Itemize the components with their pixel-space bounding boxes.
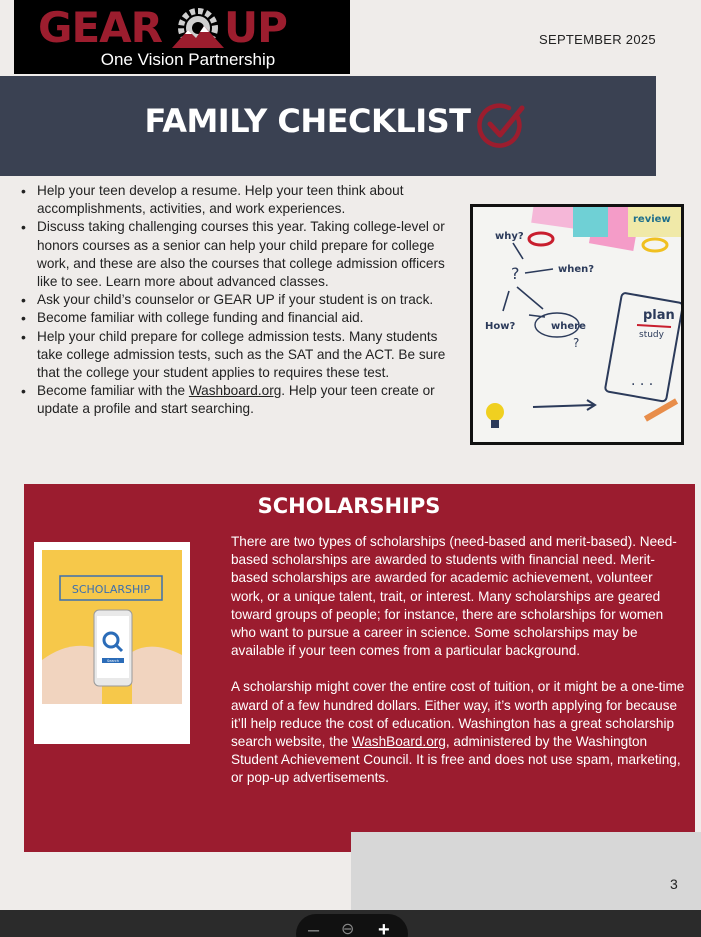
list-item: • Help your child prepare for college admission tests. Many students take college admission tests, such as the SAT and the ACT. Be sure that the college your student applies to requires these test. [20, 328, 460, 383]
zoom-controls [296, 914, 408, 937]
gear-up-logo [14, 0, 350, 74]
photo-label: when? [558, 264, 595, 275]
planning-illustration [473, 207, 681, 442]
page-number: 3 [670, 876, 678, 892]
washboard-link[interactable]: Washboard.org [188, 383, 282, 399]
footer-block [351, 832, 701, 910]
photo-label: why? [495, 231, 524, 242]
list-item: • Discuss taking challenging courses this year. Taking college-level or honors courses as a senior can help your child prepare for college work, and these are also the courses that college admission officers like to see. Learn more about advanced classes. [20, 218, 460, 291]
scholarships-paragraph: There are two types of scholarships (need-based and merit-based). Need-based scholarships are awarded to students with financial need. Merit-based scholarships are awarded for academic achievement, volunteer work, or a unique talent, trait, or interest. Many scholarships are geared toward groups of people; for instance, there are scholarships for women who want to pursue a career in science. Some scholarships may be available if your teen comes from a particular background. [231, 534, 677, 659]
photo-label: study [639, 330, 664, 340]
list-item-text: . Help your teen create or update a profile and start searching. [37, 383, 435, 417]
planning-photo [470, 204, 684, 445]
washboard-link[interactable]: WashBoard.org [351, 734, 446, 750]
scholarships-body [231, 533, 687, 788]
scholarship-image [34, 542, 190, 744]
logo-subtitle: One Vision Partnership [100, 50, 276, 69]
paragraph-text: A scholarship might cover the entire cost of tuition, or it might be a one-time award of a few hundred dollars. Either way, it’s worth applying for because it’ll help reduce the cost of education. Washington has a great scholarship search website, the [231, 679, 685, 750]
list-item: • Become familiar with college funding and financial aid. [20, 309, 460, 327]
scholarship-image-inner [42, 550, 182, 704]
gear-icon [166, 4, 230, 52]
phone-search-label: Search [106, 659, 120, 663]
photo-label: How? [485, 321, 516, 332]
photo-label: review [633, 214, 671, 225]
issue-date: SEPTEMBER 2025 [539, 32, 656, 47]
checklist [20, 182, 460, 419]
banner-title: FAMILY CHECKLIST [144, 102, 471, 140]
photo-label: where [551, 321, 586, 332]
list-item [20, 382, 460, 418]
paragraph-text: , administered by the Washington Student Achievement Council. It is free and does not use spam, marketing, or pop-up advertisements. [231, 734, 681, 786]
list-item: • Help your teen develop a resume. Help your teen think about accomplishments, activities, and work experiences. [20, 182, 460, 218]
phone-search-illustration [42, 550, 182, 704]
zoom-icon[interactable]: ⊖ [341, 921, 355, 937]
photo-label: ? [511, 264, 520, 283]
checkmark-circle-icon [476, 100, 526, 150]
zoom-out-button[interactable]: – [308, 919, 320, 937]
photo-label: ? [573, 336, 580, 350]
photo-label: plan [643, 308, 675, 323]
scholarships-title: SCHOLARSHIPS [257, 494, 441, 518]
logo-wordmark: GEAR UP [38, 3, 287, 52]
zoom-in-button[interactable]: + [378, 919, 390, 937]
card-label: SCHOLARSHIP [71, 583, 151, 596]
svg-text:. . .: . . . [631, 373, 654, 389]
list-item: • Ask your child’s counselor or GEAR UP if your student is on track. [20, 291, 460, 309]
scholarships-paragraph [231, 678, 687, 787]
list-item-text: Become familiar with the [37, 383, 189, 399]
